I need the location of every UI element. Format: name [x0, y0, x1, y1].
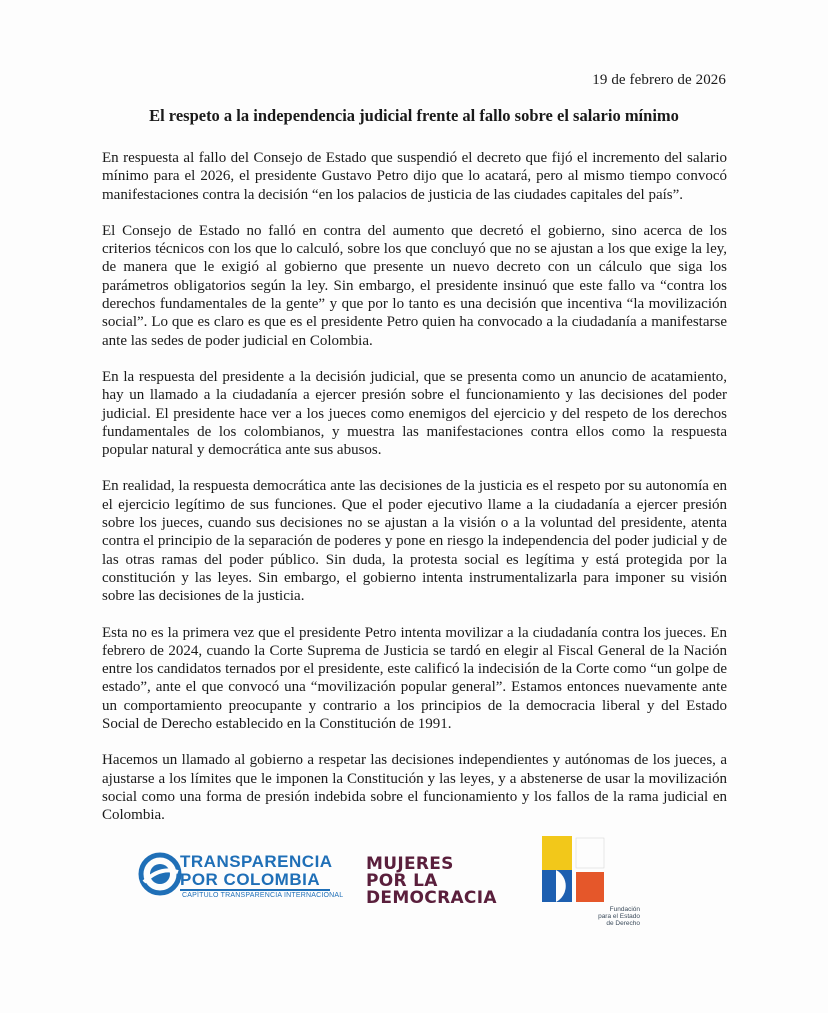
document-date: 19 de febrero de 2026 — [592, 72, 726, 88]
paragraph-4: En realidad, la respuesta democrática ante las decisiones de la justicia es el respeto por su autonomía en el ejercicio legítimo de sus funciones. Que el poder ejecutivo llame a la ciudadanía a ejercer presión sobre los jueces, cuando sus decisiones no se ajustan a la visión o a la voluntad del presidente, atenta contra el principio de la separación de poderes y pone en riesgo la independencia del poder judicial y de las otras ramas del poder público. Sin duda, la protesta social es legítima y está protegida por la constitución y las leyes. Sin embargo, el gobierno intenta instrumentalizarla para imponer su visión sobre las decisiones de la justicia. — [102, 478, 727, 605]
document-body — [102, 149, 727, 843]
paragraph-3: En la respuesta del presidente a la decisión judicial, que se presenta como un anuncio de acatamiento, hay un llamado a la ciudadanía a ejercer presión sobre el funcionamiento y las decisiones del poder judicial. El presidente hace ver a los jueces como enemigos del ejercicio y del respeto de los derechos fundamentales de los colombianos, y muestra las manifestaciones contra ellos como la respuesta popular natural y democrática ante sus abusos. — [102, 368, 727, 459]
transparencia-line1: TRANSPARENCIA — [180, 852, 333, 871]
fundacion-emblem-icon — [542, 836, 606, 904]
transparencia-tagline: CAPÍTULO TRANSPARENCIA INTERNACIONAL — [182, 892, 344, 899]
mujeres-line2: POR LA — [366, 871, 438, 891]
document-title: El respeto a la independencia judicial frente al fallo sobre el salario mínimo — [149, 106, 679, 125]
paragraph-5: Esta no es la primera vez que el presidente Petro intenta movilizar a la ciudadanía contra los jueces. En febrero de 2024, cuando la Corte Suprema de Justicia se tardó en elegir al Fiscal General de la Nación entre los candidatos ternados por el presidente, este calificó la indecisión de la Corte como “un golpe de estado”, ante el que convocó una “movilización popular general”. Estamos entonces nuevamente ante un comportamiento preocupante y contrario a los principios de la democracia liberal y del Estado Social de Derecho establecido en la Constitución de 1991. — [102, 624, 727, 733]
paragraph-6: Hacemos un llamado al gobierno a respetar las decisiones independientes y autónomas de los jueces, a ajustarse a los límites que le imponen la Constitución y las leyes, y a abstenerse de usar la movilización social como una forma de presión indebida sobre el funcionamiento y los fallos de la rama judicial en Colombia. — [102, 752, 727, 824]
fundacion-line2: para el Estado — [598, 913, 640, 920]
fundacion-logo — [540, 836, 640, 936]
fundacion-line3: de Derecho — [606, 920, 640, 927]
transparencia-line2: POR COLOMBIA — [180, 870, 321, 889]
mujeres-logo — [366, 856, 506, 916]
mujeres-line3: DEMOCRACIA — [366, 888, 497, 908]
logos-footer — [0, 830, 828, 940]
mujeres-line1: MUJERES — [366, 854, 454, 874]
fundacion-line1: Fundación — [609, 906, 640, 913]
transparencia-rule — [180, 889, 330, 891]
transparencia-logo — [138, 852, 344, 908]
transparencia-emblem-icon — [138, 852, 182, 896]
paragraph-1: En respuesta al fallo del Consejo de Estado que suspendió el decreto que fijó el incremento del salario mínimo para el 2026, el presidente Gustavo Petro dijo que lo acatará, pero al mismo tiempo convocó manifestaciones contra la decisión “en los palacios de justicia de las ciudades capitales del país”. — [102, 150, 727, 203]
fundacion-text — [580, 906, 640, 927]
paragraph-2: El Consejo de Estado no falló en contra del aumento que decretó el gobierno, sino acerca de los criterios técnicos con los que lo calculó, sobre los que concluyó que no se ajustan a los que exige la ley, de manera que le exigió al gobierno que presente un nuevo decreto con un cálculo que siga los parámetros obligatorios según la ley. Sin embargo, el presidente insinuó que este fallo va “contra los derechos fundamentales de la gente” y que por lo tanto es una decisión que incentiva “la movilización social”. Lo que es claro es que es el presidente Petro quien ha convocado a la ciudadanía a manifestarse ante las sedes de poder judicial en Colombia. — [102, 222, 727, 349]
